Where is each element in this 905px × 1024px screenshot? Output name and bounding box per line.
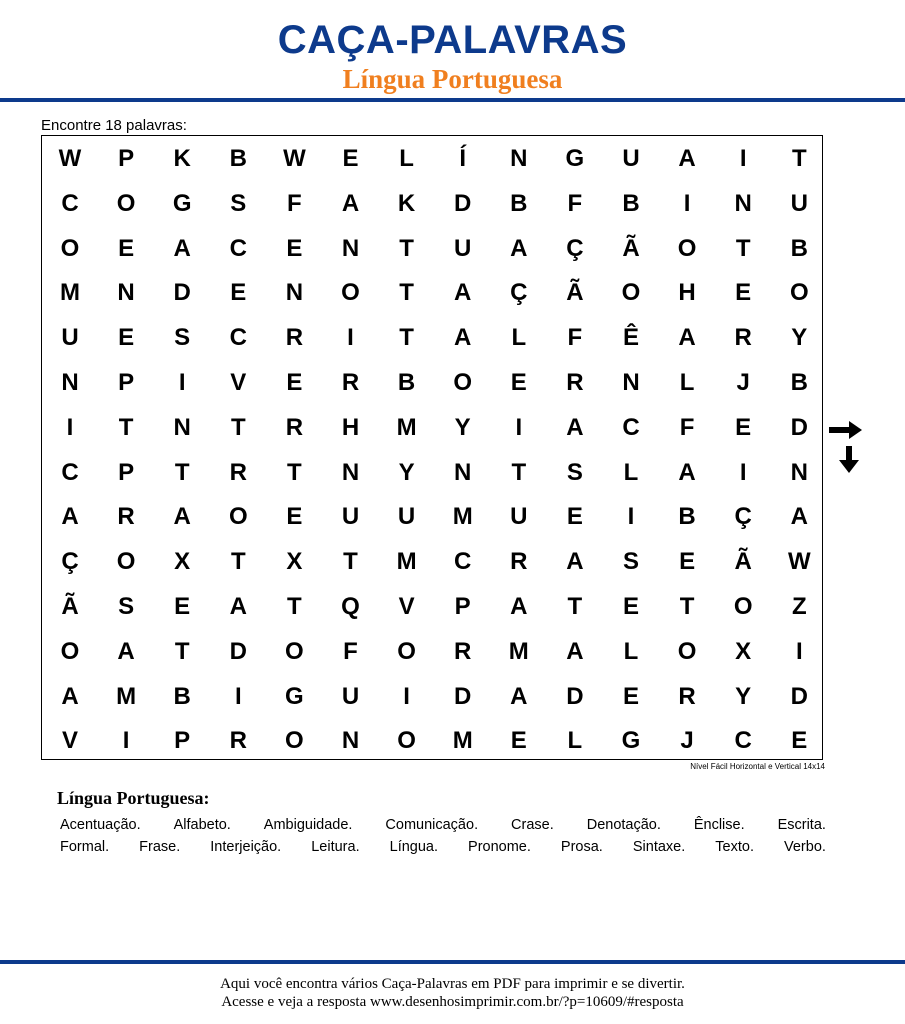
grid-letter: M: [452, 727, 473, 755]
grid-letter: E: [622, 593, 639, 620]
word-list-item: Comunicação.: [385, 817, 479, 833]
grid-letter: I: [347, 324, 354, 352]
grid-letter: T: [287, 593, 302, 620]
grid-letter: B: [790, 234, 808, 262]
grid-letter: Z: [791, 593, 807, 620]
grid-letter: I: [683, 189, 691, 217]
grid-letter: F: [287, 189, 302, 217]
grid-letter: R: [229, 727, 247, 755]
grid-letter: M: [452, 503, 473, 531]
arrow-right-icon: [829, 421, 863, 439]
grid-letter: R: [229, 458, 247, 486]
grid-letter: E: [286, 369, 303, 396]
grid-letter: U: [397, 503, 416, 531]
grid-letter: B: [622, 189, 640, 217]
grid-letter: R: [341, 369, 360, 396]
grid-letter: A: [566, 548, 584, 576]
page-title: CAÇA-PALAVRAS: [277, 18, 628, 62]
grid-letter: R: [117, 503, 135, 531]
grid-letter: T: [174, 637, 190, 665]
grid-letter: A: [678, 145, 696, 172]
grid-letter: Y: [735, 682, 752, 710]
difficulty-label: Nível Fácil Horizontal e Vertical 14x14: [690, 762, 825, 771]
word-list-item: Frase.: [139, 839, 181, 855]
grid-letter: Y: [398, 458, 415, 486]
grid-letter: F: [343, 637, 358, 665]
grid-letter: T: [174, 458, 190, 486]
grid-letter: O: [228, 503, 248, 531]
word-list-item: Pronome.: [468, 839, 531, 855]
grid-letter: Ã: [734, 548, 752, 576]
grid-letter: B: [397, 369, 416, 396]
grid-letter: G: [621, 727, 641, 755]
grid-letter: A: [510, 682, 528, 710]
grid-letter: T: [511, 458, 527, 486]
grid-letter: B: [790, 369, 808, 396]
grid-letter: T: [230, 548, 246, 576]
grid-letter: Ç: [734, 503, 752, 531]
grid-letter: Ã: [61, 593, 79, 620]
grid-letter: O: [453, 369, 473, 396]
grid-letter: O: [60, 234, 80, 262]
grid-letter: C: [734, 727, 752, 755]
grid-letter: G: [565, 145, 585, 172]
instruction-text: Encontre 18 palavras:: [41, 117, 187, 134]
grid-letter: N: [285, 279, 304, 307]
grid-letter: N: [622, 369, 640, 396]
grid-letter: T: [399, 279, 414, 307]
grid-letter: J: [736, 369, 750, 396]
grid-letter: O: [60, 637, 80, 665]
grid-letter: R: [285, 324, 304, 352]
grid-letter: R: [734, 324, 752, 352]
grid-letter: T: [118, 413, 134, 441]
grid-letter: T: [735, 234, 751, 262]
word-list-heading: Língua Portuguesa:: [57, 788, 210, 808]
grid-letter: O: [677, 234, 697, 262]
word-list-item: Leitura.: [311, 839, 360, 855]
grid-letter: E: [735, 279, 752, 307]
grid-letter: U: [510, 503, 528, 531]
grid-letter: T: [343, 548, 358, 576]
grid-letter: O: [733, 593, 753, 620]
grid-letter: Ç: [61, 548, 79, 576]
grid-letter: U: [341, 682, 360, 710]
grid-letter: Ç: [510, 279, 528, 307]
grid-letter: A: [678, 324, 696, 352]
grid-letter: I: [234, 682, 242, 710]
grid-letter: L: [399, 145, 414, 172]
grid-letter: I: [739, 145, 747, 172]
grid-letter: X: [174, 548, 191, 576]
grid-letter: A: [566, 637, 584, 665]
grid-letter: A: [510, 234, 528, 262]
grid-letter: S: [230, 189, 247, 217]
grid-letter: W: [58, 145, 82, 172]
grid-letter: C: [454, 548, 472, 576]
word-list-row-1: [60, 816, 826, 834]
grid-letter: A: [678, 458, 696, 486]
word-list-item: Verbo.: [783, 839, 826, 855]
grid-letter: O: [789, 279, 809, 307]
grid-letter: F: [567, 189, 583, 217]
grid-letter: O: [341, 279, 360, 307]
grid-letter: A: [510, 593, 528, 620]
grid-letter: Y: [791, 324, 808, 352]
grid-letter: O: [397, 637, 416, 665]
grid-letter: U: [790, 189, 808, 217]
word-list-item: Acentuação.: [60, 817, 141, 833]
grid-letter: N: [173, 413, 191, 441]
grid-letter: S: [174, 324, 191, 352]
grid-letter: E: [510, 369, 527, 396]
grid-letter: P: [118, 458, 135, 486]
grid-letter: Ã: [622, 234, 640, 262]
grid-letter: R: [678, 682, 696, 710]
word-list-item: Crase.: [511, 817, 554, 833]
grid-letter: D: [229, 637, 247, 665]
grid-letter: D: [790, 413, 808, 441]
grid-letter: I: [627, 503, 635, 531]
grid-letter: N: [510, 145, 528, 172]
grid-letter: K: [173, 145, 191, 172]
grid-letter: T: [791, 145, 807, 172]
grid-letter: A: [454, 324, 472, 352]
grid-letter: T: [399, 234, 414, 262]
word-list-item: Denotação.: [586, 817, 661, 833]
grid-letter: C: [61, 189, 79, 217]
grid-letter: E: [286, 503, 303, 531]
grid-letter: T: [679, 593, 695, 620]
grid-letter: T: [230, 413, 246, 441]
grid-letter: C: [229, 234, 247, 262]
grid-letter: V: [398, 593, 415, 620]
grid-letter: N: [61, 369, 79, 396]
word-list-item: Texto.: [715, 839, 754, 855]
grid-letter: E: [118, 324, 135, 352]
grid-letter: E: [622, 682, 639, 710]
grid-letter: T: [567, 593, 583, 620]
grid-letter: E: [791, 727, 808, 755]
grid-letter: G: [285, 682, 304, 710]
grid-letter: D: [566, 682, 584, 710]
grid-letter: D: [454, 189, 472, 217]
grid-letter: C: [622, 413, 640, 441]
grid-letter: Y: [454, 413, 471, 441]
grid-letter: A: [61, 682, 79, 710]
grid-letter: S: [622, 548, 639, 576]
top-divider: [0, 98, 905, 102]
grid-letter: N: [454, 458, 472, 486]
bottom-divider: [0, 960, 905, 964]
grid-letter: I: [66, 413, 74, 441]
grid-letter: E: [679, 548, 696, 576]
grid-letter: N: [341, 727, 360, 755]
grid-letter: U: [454, 234, 472, 262]
grid-letter: O: [116, 548, 136, 576]
grid-letter: E: [510, 727, 527, 755]
grid-letter: T: [399, 324, 414, 352]
word-list-item: Formal.: [60, 839, 110, 855]
grid-letter: M: [60, 279, 80, 307]
word-list-row-2: [60, 838, 826, 856]
grid-letter: A: [117, 637, 135, 665]
grid-letter: P: [454, 593, 471, 620]
grid-letter: A: [229, 593, 247, 620]
grid-letter: F: [679, 413, 695, 441]
grid-letter: A: [341, 189, 360, 217]
grid-letter: B: [678, 503, 696, 531]
grid-letter: O: [621, 279, 641, 307]
grid-letter: I: [122, 727, 130, 755]
grid-letter: E: [566, 503, 583, 531]
grid-letter: X: [286, 548, 303, 576]
grid-letter: M: [508, 637, 529, 665]
grid-letter: H: [341, 413, 360, 441]
grid-letter: M: [396, 548, 417, 576]
grid-letter: Ã: [566, 279, 584, 307]
grid-letter: I: [403, 682, 410, 710]
word-list-item: Prosa.: [560, 839, 603, 855]
grid-letter: S: [566, 458, 583, 486]
grid-letter: O: [397, 727, 416, 755]
grid-letter: I: [178, 369, 186, 396]
grid-letter: U: [341, 503, 360, 531]
grid-letter: W: [283, 145, 306, 172]
grid-letter: O: [285, 637, 304, 665]
grid-letter: E: [735, 413, 752, 441]
grid-letter: Q: [341, 593, 360, 620]
grid-letter: W: [787, 548, 811, 576]
grid-letter: S: [118, 593, 135, 620]
grid-letter: Í: [459, 145, 467, 172]
grid-letter: F: [567, 324, 583, 352]
word-search-grid: [41, 135, 823, 760]
grid-letter: M: [116, 682, 137, 710]
grid-letter: R: [454, 637, 472, 665]
grid-letter: O: [677, 637, 697, 665]
grid-letter: B: [510, 189, 528, 217]
grid-letter: N: [790, 458, 808, 486]
grid-letter: R: [566, 369, 584, 396]
grid-letter: N: [341, 458, 360, 486]
footer-line-1: Aqui você encontra vários Caça-Palavras em PDF para imprimir e se divertir.: [220, 976, 685, 992]
grid-letter: E: [342, 145, 359, 172]
grid-letter: I: [795, 637, 803, 665]
grid-letter: N: [341, 234, 360, 262]
word-list-item: Ambiguidade.: [263, 817, 353, 833]
grid-letter: V: [61, 727, 78, 755]
grid-letter: P: [118, 369, 135, 396]
grid-letter: I: [515, 413, 523, 441]
grid-letter: B: [229, 145, 247, 172]
grid-letter: A: [790, 503, 808, 531]
arrow-down-icon: [839, 446, 859, 474]
grid-letter: A: [61, 503, 79, 531]
grid-letter: Ç: [566, 234, 584, 262]
grid-letter: B: [173, 682, 191, 710]
grid-letter: T: [287, 458, 302, 486]
grid-letter: U: [622, 145, 640, 172]
grid-letter: Ê: [622, 324, 639, 352]
word-list-item: Ênclise.: [693, 817, 745, 833]
grid-letter: I: [739, 458, 747, 486]
word-list-item: Escrita.: [777, 817, 826, 833]
word-list-item: Interjeição.: [210, 839, 282, 855]
grid-letter: P: [118, 145, 135, 172]
grid-letter: O: [116, 189, 136, 217]
grid-letter: R: [510, 548, 528, 576]
grid-letter: A: [566, 413, 584, 441]
grid-letter: L: [567, 727, 583, 755]
grid-letter: N: [734, 189, 752, 217]
grid-letter: V: [230, 369, 247, 396]
grid-letter: X: [735, 637, 752, 665]
grid-letter: K: [397, 189, 416, 217]
grid-letter: L: [511, 324, 527, 352]
grid-letter: M: [396, 413, 417, 441]
grid-letter: L: [679, 369, 695, 396]
grid-letter: E: [118, 234, 135, 262]
grid-letter: O: [285, 727, 304, 755]
footer-line-2: Acesse e veja a resposta www.desenhosimprimir.com.br/?p=10609/#resposta: [221, 994, 684, 1010]
word-list-item: Língua.: [389, 839, 439, 855]
grid-letter: E: [286, 234, 303, 262]
grid-letter: D: [454, 682, 472, 710]
grid-letter: E: [230, 279, 247, 307]
grid-letter: D: [790, 682, 808, 710]
grid-letter: J: [680, 727, 694, 755]
word-list-item: Sintaxe.: [632, 839, 686, 855]
grid-letter: U: [61, 324, 79, 352]
grid-letter: A: [454, 279, 472, 307]
grid-letter: A: [173, 234, 191, 262]
grid-letter: C: [229, 324, 247, 352]
word-list-item: Alfabeto.: [173, 817, 231, 833]
grid-letter: R: [285, 413, 304, 441]
grid-letter: D: [173, 279, 191, 307]
grid-letter: G: [172, 189, 192, 217]
grid-letter: L: [623, 637, 639, 665]
grid-letter: P: [174, 727, 191, 755]
page-subtitle: Língua Portuguesa: [342, 64, 563, 94]
grid-letter: H: [678, 279, 696, 307]
grid-letter: A: [173, 503, 191, 531]
grid-letter: C: [61, 458, 79, 486]
grid-letter: N: [117, 279, 135, 307]
grid-letter: L: [623, 458, 639, 486]
grid-letter: E: [174, 593, 191, 620]
